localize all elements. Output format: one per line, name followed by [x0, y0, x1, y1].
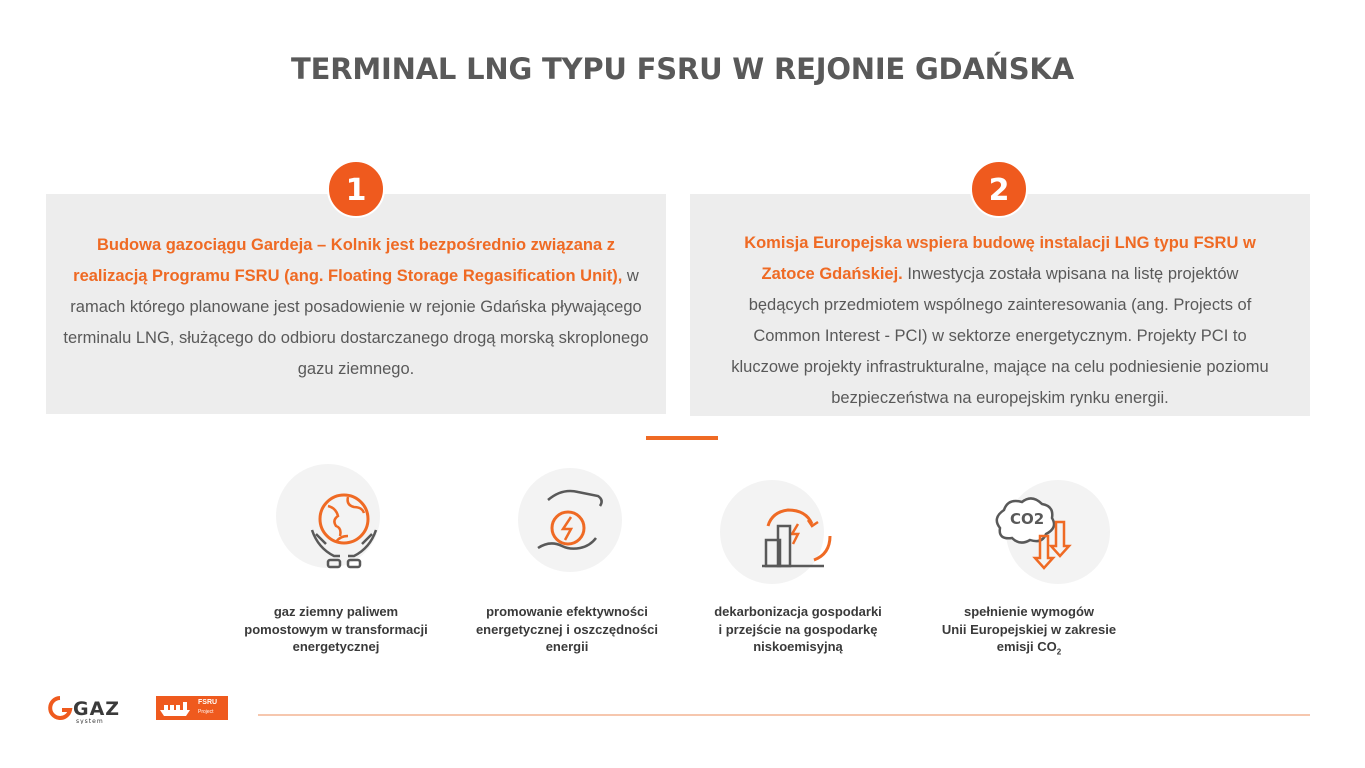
- info-box-2-text: Inwestycja została wpisana na listę projektów będących przedmiotem wspólnego zainteresowania (ang. Projects of Common Interest - PCI) w sektorze energetycznym. Projekty PCI to kluczowe projekty infrastrukturalne, mające na celu podniesienie poziomu bezpieczeństwa na europejskim rynku energii.: [731, 265, 1269, 407]
- feature-1-line-3: energetycznej: [292, 639, 380, 654]
- feature-1-line-1: gaz ziemny paliwem: [273, 604, 399, 619]
- gaz-system-logo: [46, 694, 154, 729]
- feature-4-line-2: Unii Europejskiej w zakresie: [941, 621, 1117, 637]
- footer-line: [258, 714, 1310, 716]
- co2-label: CO2: [1010, 510, 1045, 528]
- feature-2-line-2: energetycznej i oszczędności: [475, 621, 659, 637]
- feature-4-line-1: spełnienie wymogów: [963, 604, 1095, 619]
- feature-caption-2: [457, 603, 677, 656]
- building-energy-cycle-icon: [720, 480, 840, 600]
- logo-text: GAZ: [73, 698, 121, 720]
- feature-4-line-3: [919, 638, 1139, 661]
- info-box-1-highlight: Budowa gazociągu Gardeja – Kolnik jest bezpośrednio związana z realizacją Programu FSRU (ang. Floating Storage Regasification Unit),: [73, 236, 623, 285]
- fsru-project-badge: [156, 696, 228, 720]
- feature-1-line-2: pomostowym w transformacji: [244, 621, 428, 637]
- feature-4-line-3-sub: 2: [1056, 647, 1062, 657]
- energy-in-hands-icon: [508, 464, 628, 584]
- page-title: TERMINAL LNG TYPU FSRU W REJONIE GDAŃSKA: [291, 52, 1074, 86]
- fsru-label: FSRU: [198, 699, 218, 706]
- info-box-european-commission: [690, 194, 1310, 416]
- feature-3-line-2: i przejście na gospodarkę: [718, 621, 878, 637]
- feature-3-line-3: niskoemisyjną: [753, 639, 843, 654]
- feature-2-line-1: promowanie efektywności: [486, 604, 648, 619]
- co2-reduction-icon: [984, 478, 1104, 598]
- feature-2-line-3: energii: [545, 639, 589, 654]
- feature-4-line-3-text: emisji CO: [996, 639, 1057, 654]
- feature-caption-4: [919, 603, 1139, 661]
- feature-caption-1: [226, 603, 446, 656]
- globe-in-hands-icon: [276, 464, 396, 584]
- info-box-2-highlight: Komisja Europejska wspiera budowę instalacji LNG typu FSRU w Zatoce Gdańskiej.: [744, 234, 1256, 283]
- logo-sub: system: [76, 718, 104, 724]
- feature-3-line-1: dekarbonizacja gospodarki: [714, 604, 882, 619]
- number-badge-2: 2: [970, 160, 1028, 218]
- info-box-1-text: w ramach którego planowane jest posadowienie w rejonie Gdańska pływającego terminalu LNG, służącego do odbioru dostarczanego drogą morską skroplonego gazu ziemnego.: [63, 267, 649, 378]
- info-box-gardeja: [46, 194, 666, 414]
- fsru-sub-label: Project: [198, 709, 214, 715]
- feature-caption-3: [688, 603, 908, 656]
- section-divider: [646, 436, 718, 440]
- ship-icon: [156, 696, 196, 720]
- number-badge-1: 1: [327, 160, 385, 218]
